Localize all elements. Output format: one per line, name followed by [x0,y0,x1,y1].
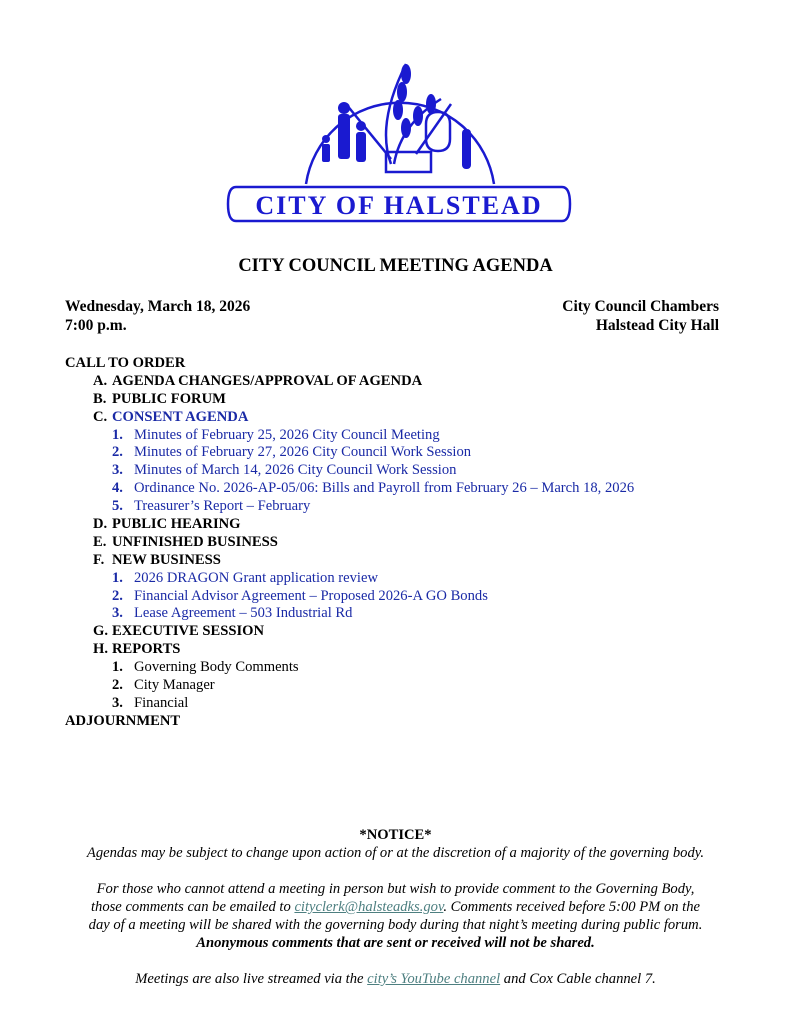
item-number: 2. [112,677,123,694]
agenda-adjournment: ADJOURNMENT [65,712,181,729]
item-label: G. [93,623,108,640]
item-label: E. [93,533,107,550]
consent-item [65,462,457,480]
notice-comment-line [0,898,791,916]
item-link[interactable]: Treasurer’s Report – February [134,498,311,515]
new-business-item [65,569,378,588]
item-link[interactable]: Lease Agreement – 503 Industrial Rd [134,605,353,622]
meeting-building: Halstead City Hall [595,317,719,334]
item-text: UNFINISHED BUSINESS [112,533,278,550]
item-link[interactable]: Minutes of February 27, 2026 City Council Work Session [134,444,472,461]
item-number: 1. [112,426,123,443]
item-text: REPORTS [112,641,181,658]
item-number: 2. [112,587,123,604]
item-text: NEW BUSINESS [112,551,221,568]
new-business-item [65,587,488,606]
report-item [65,694,189,713]
item-label: A. [93,372,108,389]
item-text: PUBLIC HEARING [112,516,241,533]
report-item [65,677,215,695]
agenda-item-e [65,533,278,552]
consent-agenda-link[interactable]: CONSENT AGENDA [112,408,249,425]
consent-item [65,426,440,445]
report-item [65,659,299,677]
livestream-line [0,970,791,988]
item-label: D. [93,516,108,533]
item-number: 3. [112,605,123,622]
item-text: AGENDA CHANGES/APPROVAL OF AGENDA [112,372,423,389]
item-number: 2. [112,444,123,461]
meeting-room: City Council Chambers [562,298,719,315]
agenda-call-to-order: CALL TO ORDER [65,355,186,371]
agenda-item-d [65,516,241,534]
text: . Comments received before 5:00 PM on the [443,899,701,915]
item-label: H. [93,641,108,658]
text: and Cox Cable channel 7. [500,971,656,987]
item-text: Financial [134,694,189,711]
item-label: B. [93,390,107,407]
item-text: City Manager [134,677,215,694]
notice-comment-line: For those who cannot attend a meeting in person but wish to provide comment to the Governing Body, [96,881,695,897]
agenda-item-c [65,408,249,427]
item-number: 5. [112,498,123,515]
item-link[interactable]: Minutes of March 14, 2026 City Council Work Session [134,462,457,479]
meeting-date-time [65,297,250,335]
agenda-item-b [65,390,226,409]
item-label: C. [93,408,108,425]
agenda-item-g [65,623,265,641]
agenda-item-a [65,372,423,391]
agenda-item-h [65,641,185,659]
page-title: CITY COUNCIL MEETING AGENDA [238,256,553,276]
item-link[interactable]: 2026 DRAGON Grant application review [134,569,378,586]
text: Meetings are also live streamed via the [135,971,368,987]
item-text: Governing Body Comments [134,659,299,676]
item-number: 1. [112,659,123,676]
item-number: 4. [112,480,123,497]
text: those comments can be emailed to [90,899,295,915]
item-text: PUBLIC FORUM [112,390,226,407]
meeting-time: 7:00 p.m. [65,317,127,334]
notice-heading: *NOTICE* [359,827,432,843]
consent-item [65,498,311,516]
svg-text:CITY OF HALSTEAD: CITY OF HALSTEAD [255,191,543,220]
item-link[interactable]: Minutes of February 25, 2026 City Council Meeting [134,426,440,443]
item-link[interactable]: Financial Advisor Agreement – Proposed 2026-A GO Bonds [134,587,488,604]
anonymous-notice: Anonymous comments that are sent or received will not be shared. [196,935,595,951]
item-number: 1. [112,569,123,586]
notice-section [0,826,791,988]
city-of-halstead-logo [226,44,572,226]
email-link[interactable]: cityclerk@halsteadks.gov [294,899,444,915]
item-number: 3. [112,694,123,711]
item-label: F. [93,551,105,568]
meeting-date: Wednesday, March 18, 2026 [65,298,251,315]
new-business-item [65,605,353,623]
item-link[interactable]: Ordinance No. 2026-AP-05/06: Bills and Payroll from February 26 – March 18, 2026 [134,480,635,497]
youtube-link[interactable]: city’s YouTube channel [367,971,501,987]
notice-line: Agendas may be subject to change upon action of or at the discretion of a majority of the governing body. [86,845,705,861]
consent-item [65,444,472,462]
notice-comment-line: day of a meeting will be shared with the governing body during that night’s meeting during public forum. [88,917,703,933]
agenda-item-f [65,551,221,570]
item-text: EXECUTIVE SESSION [112,623,265,640]
item-number: 3. [112,462,123,479]
meeting-location [562,297,719,335]
consent-item [65,480,635,498]
agenda-list [65,355,635,731]
